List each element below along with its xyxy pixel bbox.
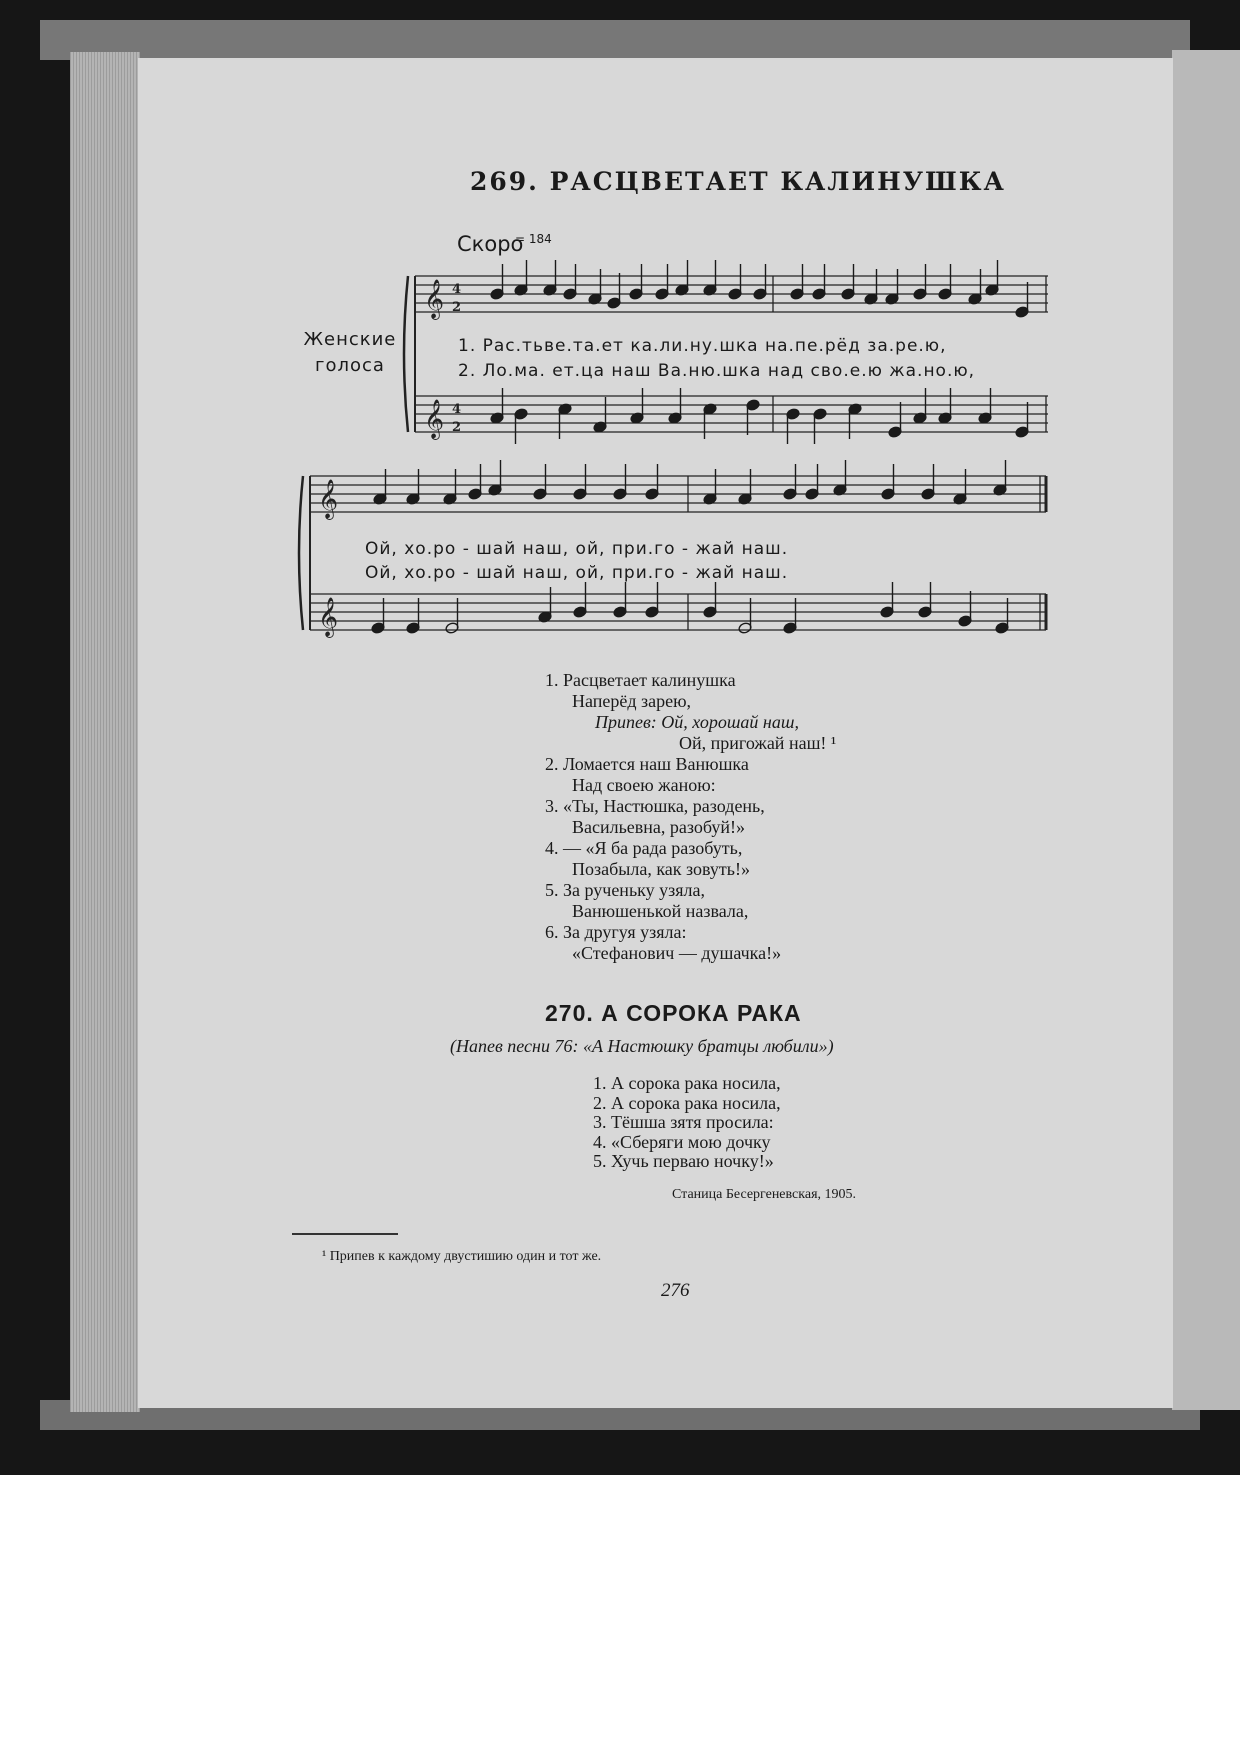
verse-line: 3. «Ты, Настюшка, разодень, [545,796,765,816]
song-line: 1. А сорока рака носила, [593,1073,781,1093]
verse-line: Наперёд зарею, [572,691,692,711]
song-line: 3. Тёшша зятя просила: [593,1112,774,1132]
recording-place: Станица Бесергеневская, 1905. [672,1187,857,1202]
svg-text:4: 4 [452,402,462,417]
page-number: 276 [661,1280,690,1301]
svg-text:𝄞: 𝄞 [424,399,445,439]
staff-1-lower [415,396,1048,432]
svg-text:2: 2 [452,300,462,315]
verse-line: 2. Ломается наш Ванюшка [545,754,749,774]
svg-text:2: 2 [452,420,462,435]
tempo-word: Скоро [457,232,524,256]
staff-2-lower [310,594,1046,630]
svg-text:𝄞: 𝄞 [318,479,339,519]
verse-line: Ванюшенькой назвала, [572,901,749,921]
lyrics-row1-verse1: 1. Рас.тьве.та.ет ка.ли.ну.шка на.пе.рёд за.ре.ю, [458,336,947,356]
lyrics-row1-verse2: 2. Ло.ма. ет.ца наш Ва.ню.шка над сво.е.ю жа.но.ю, [458,361,976,381]
tempo-marking: = 184 [515,232,552,246]
footnote-rule [292,1233,398,1235]
svg-text:𝄞: 𝄞 [424,279,445,319]
song-269-verses [545,670,836,964]
song-270-subtitle: (Напев песни 76: «А Настюшку братцы любили») [450,1036,834,1056]
verse-line: Над своею жаною: [572,775,716,795]
song-line: 2. А сорока рака носила, [593,1092,781,1113]
lyrics-row2-verse2: Ой, хо.ро - шай наш, ой, при.го - жай наш. [365,563,789,583]
staff-2-upper [310,476,1046,512]
song-270-lines [593,1074,781,1172]
verse-line: Позабыла, как зовуть!» [572,859,750,879]
song-269-title: 269. РАСЦВЕТАЕТ КАЛИНУШКА [470,167,1006,196]
verse-line: Припев: Ой, хорошай наш, [595,712,799,732]
verse-line: 6. За другуя узяла: [545,922,687,942]
verse-line: Васильевна, разобуй!» [572,817,746,837]
song-line: 5. Хучь перваю ночку!» [593,1151,774,1171]
verse-line: 5. За рученьку узяла, [545,880,706,900]
svg-text:𝄞: 𝄞 [318,597,339,637]
footnote: ¹ Припев к каждому двустишию один и тот же. [322,1249,602,1264]
verse-line: Ой, пригожай наш! ¹ [679,733,837,753]
verse-line: 1. Расцветает калинушка [545,670,736,690]
lyrics-row2-verse1: Ой, хо.ро - шай наш, ой, при.го - жай наш. [365,539,789,559]
song-270-title: 270. А СОРОКА РАКА [545,1000,802,1026]
verse-line: «Стефанович — душачка!» [572,943,782,963]
verse-line: 4. — «Я ба рада разобуть, [545,838,743,858]
song-line: 4. «Сберяги мою дочку [593,1131,771,1152]
voices-label: Женские голоса [303,329,397,376]
svg-text:4: 4 [452,282,462,297]
